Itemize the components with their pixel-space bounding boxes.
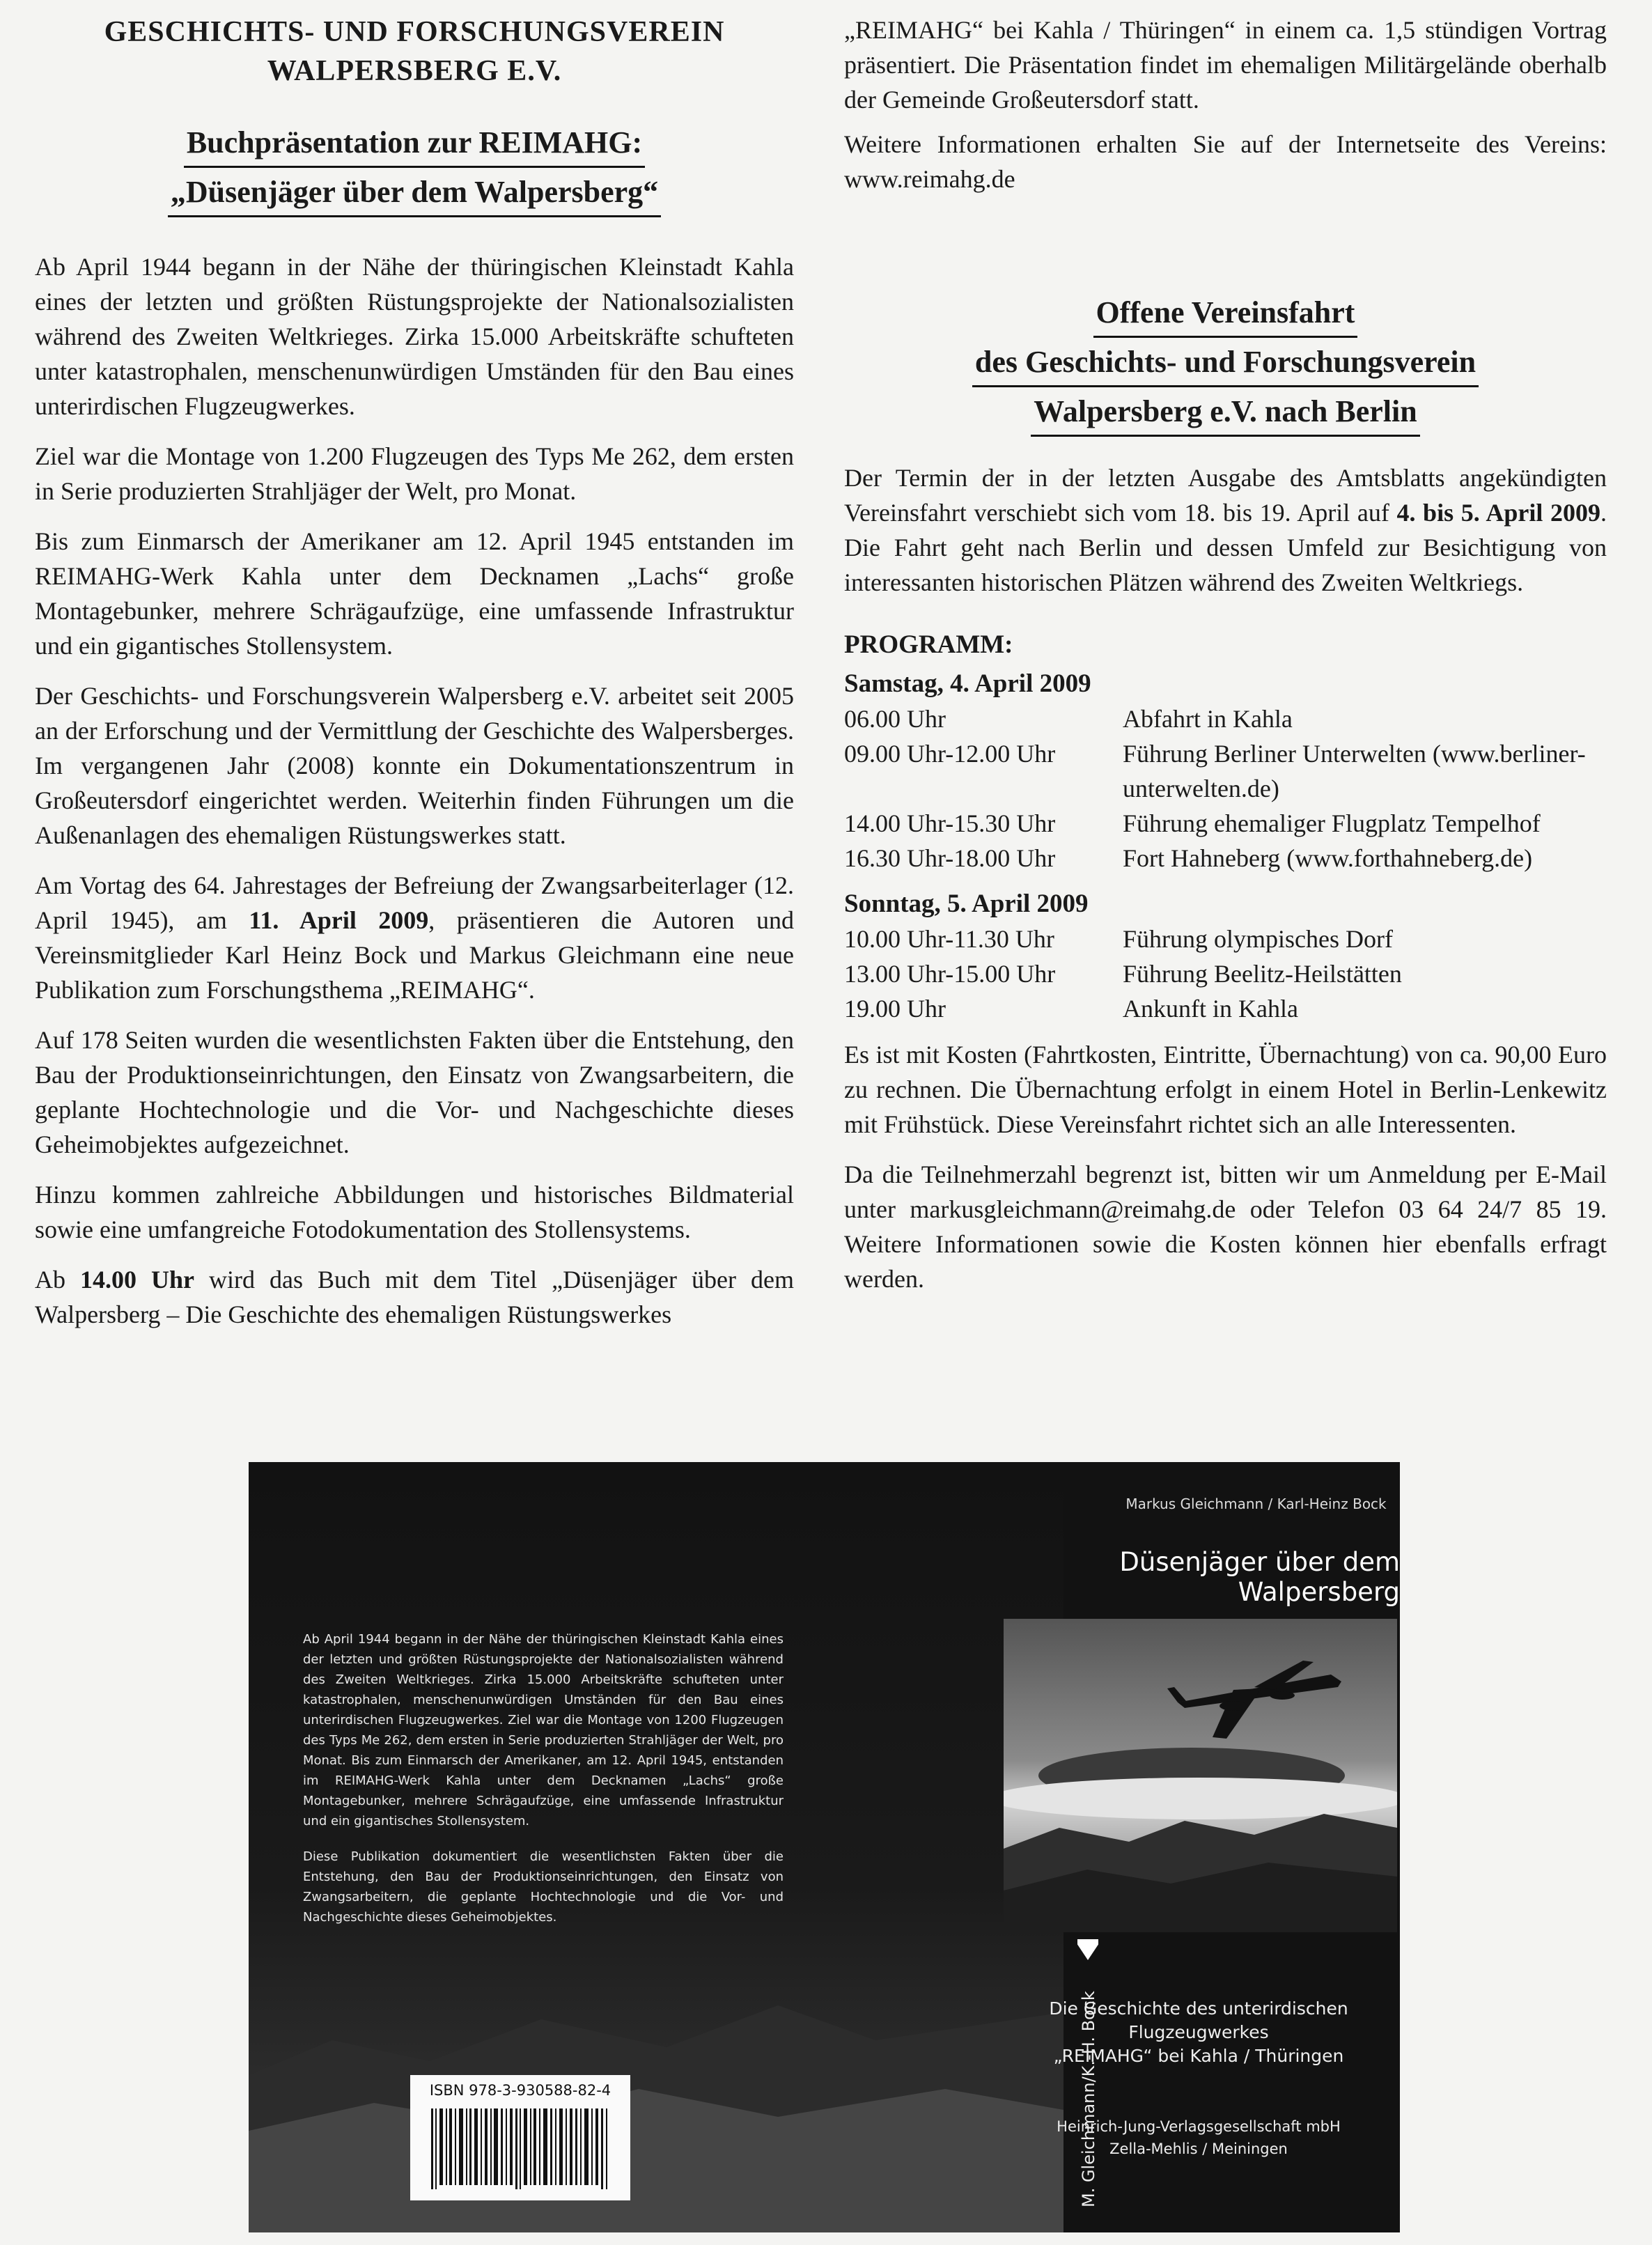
paragraph-time: Ab 14.00 Uhr wird das Buch mit dem Titel „Düsenjäger über dem Walpersberg – Die Geschichte des ehemaligen Rüstungswerkes [35, 1266, 795, 1328]
cover-title: Düsenjäger über dem Walpersberg [1119, 1547, 1400, 1607]
presentation-date: 11. April 2009 [249, 906, 429, 934]
program-time: 16.30 Uhr-18.00 Uhr [844, 844, 1056, 872]
left-column [35, 13, 794, 1347]
back-cover-paragraph2: Diese Publikation dokumentiert die wesentlichsten Fakten über die Entstehung, den Bau der Produktionseinrichtungen, den Einsatz von Zwangsarbeitern, die geplante Hochtechnologie und die Vor- und Nachgeschichte dieses Geheimobjektes. [303, 1849, 784, 1925]
back-cover-text [303, 1629, 784, 1943]
book-presentation-title [35, 123, 794, 222]
program-day1-row [844, 841, 1607, 876]
cover-publisher-line1: Heinrich-Jung-Verlagsgesellschaft mbH [1057, 2118, 1341, 2135]
cover-jet-photo [1004, 1619, 1397, 1932]
program-time: 19.00 Uhr [844, 995, 946, 1023]
program-day2-row [844, 956, 1607, 991]
program-day2-row [844, 922, 1607, 956]
program-day1-row [844, 806, 1607, 841]
program-day1 [844, 667, 1607, 876]
program-day2-row [844, 991, 1607, 1026]
back-cover-paragraph1: Ab April 1944 begann in der Nähe der thüringischen Kleinstadt Kahla eines der letzten und größten Rüstungsprojekte der Nationalsozialisten während des Zweiten Weltkrieges. Zirka 15.000 Arbeitskräfte schufteten unter katastrophalen, menschenunwürdigen Umständen für den Bau eines unterirdischen Flugzeugwerkes. Ziel war die Montage von 1200 Flugzeugen des Typs Me 262, dem ersten in Serie produzierten Strahljäger der Welt, pro Monat. Bis zum Einmarsch der Amerikaner, am 12. April 1945, entstanden im REIMAHG-Werk Kahla unter dem Decknamen „Lachs“ große Montagebunker, mehrere Schrägaufzüge, eine umfassende Infrastruktur und ein gigantisches Stollensystem. [303, 1632, 784, 1828]
trip-title-line3: Walpersberg e.V. nach Berlin [1031, 391, 1419, 437]
paragraph-history: Bis zum Einmarsch der Amerikaner am 12. April 1945 entstanden im REIMAHG-Werk Kahla unter dem Decknamen „Lachs“ große Montagebunker, mehrere Schrägaufzüge, eine umfassende Infrastruktur und ein gigantisches Stollensystem. [35, 527, 794, 660]
program-activity: Führung Beelitz-Heilstätten [1123, 960, 1402, 988]
program-day2 [844, 887, 1607, 1026]
presentation-time: 14.00 Uhr [80, 1266, 195, 1294]
paragraph-website: Weitere Informationen erhalten Sie auf der Internetseite des Vereins: www.reimahg.de [844, 130, 1607, 193]
book-presentation-title-line2: „Düsenjäger über dem Walpersberg“ [168, 172, 661, 217]
right-column [844, 13, 1607, 1312]
trip-title-line2: des Geschichts- und Forschungsverein [972, 342, 1479, 387]
program-time: 06.00 Uhr [844, 705, 946, 733]
paragraph-intro: Ab April 1944 begann in der Nähe der thüringischen Kleinstadt Kahla eines der letzten und größten Rüstungsprojekte der Nationalsozialisten während des Zweiten Weltkrieges. Zirka 15.000 Arbeitskräfte schufteten unter katastrophalen, menschenunwürdigen Umständen für den Bau eines unterirdischen Flugzeugwerkes. [35, 253, 794, 420]
barcode-icon [410, 2106, 630, 2200]
program-activity: Führung ehemaliger Flugplatz Tempelhof [1123, 809, 1541, 837]
paragraph-registration: Da die Teilnehmerzahl begrenzt ist, bitten wir um Anmeldung per E-Mail unter markusgleichmann@reimahg.de oder Telefon 03 64 24/7 85 19. Weitere Informationen sowie die Kosten können hier ebenfalls erfragt werden. [844, 1160, 1607, 1293]
cover-subtitle-line1: Die Geschichte des unterirdischen Flugzeugwerkes [1049, 1998, 1348, 2042]
paragraph-continuation: „REIMAHG“ bei Kahla / Thüringen“ in einem ca. 1,5 stündigen Vortrag präsentiert. Die Präsentation findet im ehemaligen Militärgelände oberhalb der Gemeinde Großeutersdorf statt. [844, 16, 1607, 114]
program-activity: Ankunft in Kahla [1123, 995, 1298, 1023]
paragraph-costs: Es ist mit Kosten (Fahrtkosten, Eintritte, Übernachtung) von ca. 90,00 Euro zu rechnen. Die Übernachtung erfolgt in einem Hotel in Berlin-Lenkewitz mit Frühstück. Diese Vereinsfahrt richtet sich an alle Interessenten. [844, 1041, 1607, 1138]
program-heading: PROGRAMM: [844, 630, 1013, 659]
program-activity: Fort Hahneberg (www.forthahneberg.de) [1123, 844, 1533, 872]
org-name-line2: WALPERSBERG E.V. [267, 55, 562, 87]
program-day1-heading: Samstag, 4. April 2009 [844, 669, 1091, 698]
cover-publisher-line2: Zella-Mehlis / Meiningen [1109, 2141, 1288, 2157]
spine-authors: M. Gleichmann/K.-H. Bock [1079, 1991, 1098, 2207]
trip-title-line1: Offene Vereinsfahrt [1093, 293, 1358, 338]
program-time: 13.00 Uhr-15.00 Uhr [844, 960, 1056, 988]
book-back-cover [249, 1462, 1063, 2232]
paragraph-trip-date: Der Termin der in der letzten Ausgabe des Amtsblatts angekündigten Vereinsfahrt verschiebt sich vom 18. bis 19. April auf 4. bis 5. April 2009. Die Fahrt geht nach Berlin und dessen Umfeld zur Besichtigung von interessanten historischen Plätzen während des Zweiten Weltkriegs. [844, 464, 1607, 596]
cover-authors: Markus Gleichmann / Karl-Heinz Bock [1125, 1496, 1387, 1512]
isbn-barcode [410, 2075, 630, 2200]
paragraph-contents: Auf 178 Seiten wurden die wesentlichsten Fakten über die Entstehung, den Bau der Produktionseinrichtungen, den Einsatz von Zwangsarbeitern, die geplante Hochtechnologie und die Vor- und Nachgeschichte dieses Geheimobjektes aufgezeichnet. [35, 1026, 794, 1158]
program-activity: Führung Berliner Unterwelten (www.berliner-unterwelten.de) [1123, 740, 1586, 802]
program-day2-heading: Sonntag, 5. April 2009 [844, 890, 1089, 918]
cover-subtitle-line2: „REIMAHG“ bei Kahla / Thüringen [1053, 2046, 1344, 2066]
program-time: 09.00 Uhr-12.00 Uhr [844, 740, 1056, 768]
paragraph-illustrations: Hinzu kommen zahlreiche Abbildungen und historisches Bildmaterial sowie eine umfangreiche Fotodokumentation des Stollensystems. [35, 1181, 794, 1243]
trip-title [844, 293, 1607, 441]
isbn-number: ISBN 978-3-930588-82-4 [429, 2082, 611, 2099]
program-time: 10.00 Uhr-11.30 Uhr [844, 925, 1054, 953]
book-cover-image [249, 1462, 1400, 2232]
cover-publisher [997, 2115, 1400, 2160]
paragraph-association: Der Geschichts- und Forschungsverein Walpersberg e.V. arbeitet seit 2005 an der Erforschung und der Vermittlung der Geschichte des Walpersberges. Im vergangenen Jahr (2008) konnte ein Dokumentationszentrum in Großeutersdorf eingerichtet werden. Weiterhin finden Führungen um die Außenanlagen des ehemaligen Rüstungswerkes statt. [35, 682, 794, 849]
cover-subtitle [997, 1997, 1400, 2068]
paragraph-presentation: Am Vortag des 64. Jahrestages der Befreiung der Zwangsarbeiterlager (12. April 1945), am 11. April 2009, präsentieren die Autoren und Vereinsmitglieder Karl Heinz Bock und Markus Gleichmann eine neue Publikation zum Forschungsthema „REIMAHG“. [35, 871, 794, 1004]
org-name-line1: GESCHICHTS- UND FORSCHUNGSVEREIN [104, 16, 725, 48]
book-presentation-title-line1: Buchpräsentation zur REIMAHG: [184, 123, 645, 168]
spine-triangle-icon [1077, 1936, 1098, 1964]
trip-date: 4. bis 5. April 2009 [1396, 499, 1600, 527]
program-day1-row [844, 736, 1607, 806]
paragraph-goal: Ziel war die Montage von 1.200 Flugzeugen des Typs Me 262, dem ersten in Serie produzierten Strahljäger der Welt, pro Monat. [35, 442, 794, 505]
program-time: 14.00 Uhr-15.30 Uhr [844, 809, 1056, 837]
program-activity: Abfahrt in Kahla [1123, 705, 1293, 733]
program-day1-row [844, 701, 1607, 736]
program-activity: Führung olympisches Dorf [1123, 925, 1393, 953]
